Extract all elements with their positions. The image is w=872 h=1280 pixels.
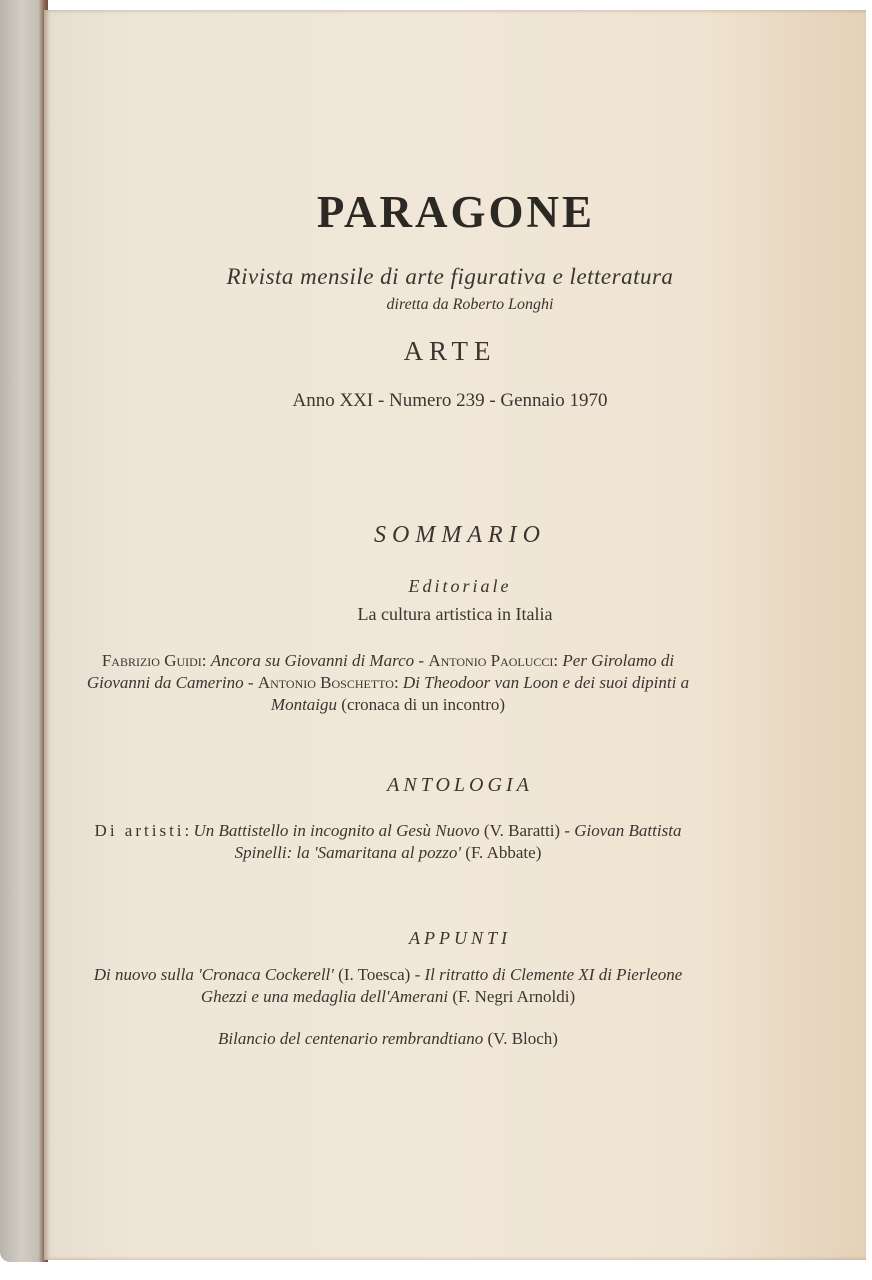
appunti-item-title: Il ritratto di Clemente XI di Pierleone Ghezzi e una medaglia dell'Amerani [200,965,683,1006]
article-author: Antonio Paolucci [428,651,554,670]
appunti-list-extra [78,1028,698,1050]
journal-director: diretta da Roberto Longhi [386,296,554,313]
appunti-item-title: Bilancio del centenario rembrandtiano [218,1029,484,1048]
article-separator: - [243,673,258,692]
antologia-item-author: (V. Baratti) [483,821,561,840]
journal-title: PARAGONE [316,187,596,237]
article-separator: - [414,651,429,670]
appunti-item-author: (F. Negri Arnoldi) [452,987,576,1006]
antologia-heading: ANTOLOGIA [387,774,533,796]
article-title: Di Theodoor van Loon e dei suoi dipinti a Montaigu [270,673,690,714]
article-note: (cronaca di un incontro) [341,695,506,714]
appunti-item-title: Di nuovo sulla 'Cronaca Cockerell' [93,965,334,984]
appunti-list [78,964,698,1008]
article-title: Per Girolamo di Giovanni da Camerino [86,651,675,692]
journal-page [44,10,866,1260]
appunti-heading: APPUNTI [409,928,511,948]
appunti-item-author: (V. Bloch) [487,1029,558,1048]
antologia-item-title: Giovan Battista Spinelli: la 'Samaritana al pozzo' [234,821,682,862]
antologia-list: Di artisti: Un Battistello in incognito al Gesù Nuovo (V. Baratti) - Giovan Battista Spinelli: la 'Samaritana al pozzo' (F. Abbate) [94,821,682,862]
antologia-lead: Di artisti [94,821,185,840]
articles-list: Fabrizio Guidi: Ancora su Giovanni di Marco - Antonio Paolucci: Per Girolamo di Giovanni da Camerino - Antonio Boschetto: Di Theodoor van Loon e dei suoi dipinti a Montaigu (cronaca di un incontro) [86,651,690,714]
sommario-heading: SOMMARIO [374,522,546,548]
antologia-item-title: Un Battistello in incognito al Gesù Nuovo [193,821,480,840]
editoriale-heading: Editoriale [408,576,512,596]
book-spine-edge [0,0,48,1262]
issue-info: Anno XXI - Numero 239 - Gennaio 1970 [292,390,608,411]
article-author: Antonio Boschetto [257,673,394,692]
journal-subtitle: Rivista mensile di arte figurativa e letteratura [226,264,674,289]
appunti-item-author: (I. Toesca) [338,965,411,984]
editoriale-title: La cultura artistica in Italia [357,604,553,624]
article-author: Fabrizio Guidi [101,651,202,670]
antologia-item-author: (F. Abbate) [465,843,542,862]
appunti-separator: - [410,965,425,984]
section-label: ARTE [403,336,497,366]
antologia-separator: - [560,821,570,840]
article-title: Ancora su Giovanni di Marco [210,651,415,670]
